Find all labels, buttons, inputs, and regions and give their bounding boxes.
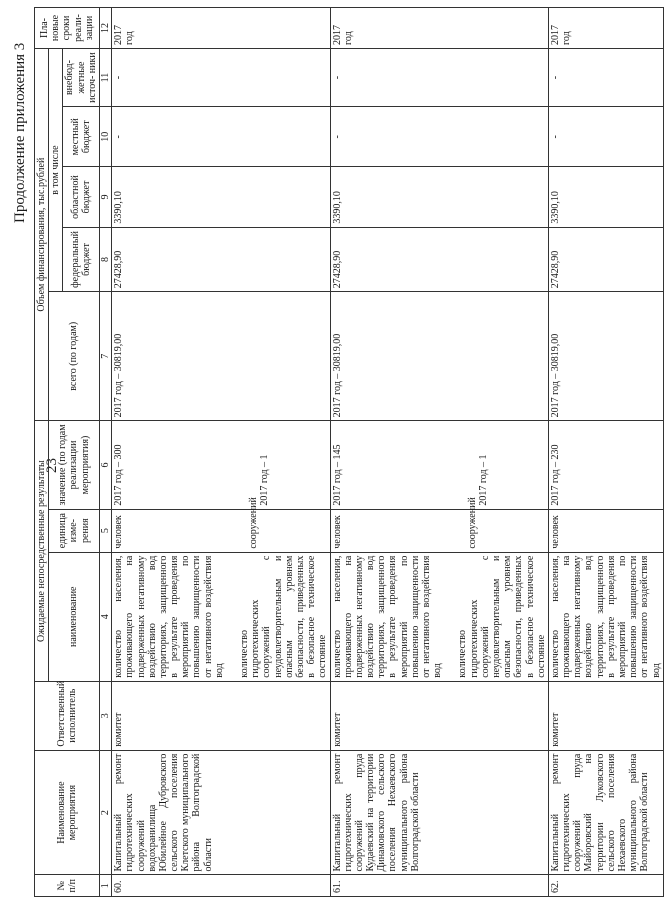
term: 2017 год: [548, 8, 663, 49]
result-unit: человек: [331, 515, 343, 549]
result-unit-cell: [112, 497, 330, 552]
result-name: количество гидротехнических сооружений с неудовлетворительным и опасным уровнем безопасности, приведенных в безопасное техническое состояние: [457, 555, 547, 678]
header-fin-federal: федеральный бюджет: [63, 227, 100, 292]
program-table: [34, 7, 664, 897]
result-name-cell: [112, 552, 330, 681]
col-number: 3: [99, 681, 111, 750]
page-number: 23: [44, 458, 60, 473]
executor: комитет: [330, 681, 548, 750]
result-name: количество гидротехнических сооружений с неудовлетворительным и опасным уровнем безопасности, приведенных в безопасное техническое состояние: [239, 555, 329, 678]
fin-regional: 3390,10: [548, 167, 663, 227]
header-fin-including: в том числе: [49, 48, 63, 291]
row-number: 60.: [112, 875, 330, 897]
fin-federal: 27428,90: [112, 227, 330, 292]
result-name: количество населения, проживающего на подверженных негативному воздействию вод территориях, защищенного в результате проведения мероприятий по повышению защищенности от негативного воздействия вод: [331, 555, 444, 678]
col-number: 11: [99, 48, 111, 106]
fin-federal: 27428,90: [330, 227, 548, 292]
table-row: [112, 8, 330, 897]
result-unit: сооружений: [248, 497, 260, 549]
col-number: 1: [99, 875, 111, 897]
result-unit: сооружений: [466, 497, 478, 549]
fin-extrabudget: -: [330, 48, 548, 106]
col-number: 6: [99, 421, 111, 509]
header-result-name: наименование: [49, 552, 100, 681]
fin-local: -: [112, 107, 330, 167]
header-name: Наименование мероприятия: [35, 750, 100, 875]
row-number: 62.: [548, 875, 663, 897]
fin-total: 2017 год – 30819,00: [112, 292, 330, 421]
result-value-cell: [330, 421, 548, 509]
executor: комитет: [112, 681, 330, 750]
result-value: 2017 год – 1: [259, 454, 271, 506]
activity-name: Капитальный ремонт гидротехнических сооружений пруда Кудаевский на территории Динамовского сельского поселения Нехаевского муниципального района Волгоградской области: [330, 750, 548, 875]
col-number: 9: [99, 167, 111, 227]
fin-local: -: [548, 107, 663, 167]
header-fin-local: местный бюджет: [63, 107, 100, 167]
col-number: 12: [99, 8, 111, 49]
fin-extrabudget: -: [548, 48, 663, 106]
result-name-cell: [330, 552, 548, 681]
header-num: № п/п: [35, 875, 100, 897]
col-number: 2: [99, 750, 111, 875]
fin-local: -: [330, 107, 548, 167]
fin-regional: 3390,10: [330, 167, 548, 227]
result-name: количество населения, проживающего на подверженных негативному воздействию вод территориях, защищенного в результате проведения мероприятий по повышению защищенности от негативного воздействия вод: [113, 555, 225, 678]
fin-federal: 27428,90: [548, 227, 663, 292]
header-fin-total: всего (по годам): [49, 292, 100, 421]
col-number: 10: [99, 107, 111, 167]
result-name: количество населения, проживающего на подверженных негативному воздействию вод территориях, защищенного в результате проведения мероприятий по повышению защищенности от негативного воздействия вод: [548, 552, 663, 681]
result-value: 2017 год – 1: [477, 454, 489, 506]
fin-total: 2017 год – 30819,00: [548, 292, 663, 421]
row-number: 61.: [330, 875, 548, 897]
result-unit-cell: [330, 497, 548, 552]
result-value: 2017 год – 145: [331, 444, 343, 506]
column-number-row: [99, 8, 111, 897]
table-row: [548, 8, 663, 897]
result-value: 2017 год – 300: [113, 444, 125, 506]
fin-regional: 3390,10: [112, 167, 330, 227]
result-unit: человек: [113, 515, 125, 549]
executor: комитет: [548, 681, 663, 750]
result-value: 2017 год – 230: [548, 421, 663, 509]
activity-name: Капитальный ремонт гидротехнических сооружений пруда Майоровский на территории Луковского сельского поселения Нехаевского муниципального района Волгоградской области: [548, 750, 663, 875]
col-number: 5: [99, 509, 111, 552]
header-results-group: Ожидаемые непосредственные результаты: [35, 421, 49, 681]
term: 2017 год: [112, 8, 330, 49]
header-result-unit: единица изме- рения: [49, 509, 100, 552]
result-value-cell: [112, 421, 330, 509]
fin-total: 2017 год – 30819,00: [330, 292, 548, 421]
col-number: 7: [99, 292, 111, 421]
fin-extrabudget: -: [112, 48, 330, 106]
header-executor: Ответственный исполнитель: [35, 681, 100, 750]
header-terms: Пла- новые сроки реали- зации: [35, 8, 100, 49]
header-fin-regional: областной бюджет: [63, 167, 100, 227]
term: 2017 год: [330, 8, 548, 49]
table-row: [330, 8, 548, 897]
col-number: 4: [99, 552, 111, 681]
result-unit: человек: [548, 509, 663, 552]
col-number: 8: [99, 227, 111, 292]
header-financing-group: Объем финансирования, тыс.рублей: [35, 48, 49, 420]
header-result-value: значение (по годам реализации мероприятия): [49, 421, 100, 509]
header-row-1: [35, 8, 49, 897]
header-fin-extrabudget: внебюд- жетные источ- ники: [63, 48, 100, 106]
activity-name: Капитальный ремонт гидротехнических сооружений водохранилища Юбилейное Дубровского сельского поселения Клетского муниципального района Волгоградской области: [112, 750, 330, 875]
continuation-label: Продолжение приложения 3: [12, 42, 28, 223]
